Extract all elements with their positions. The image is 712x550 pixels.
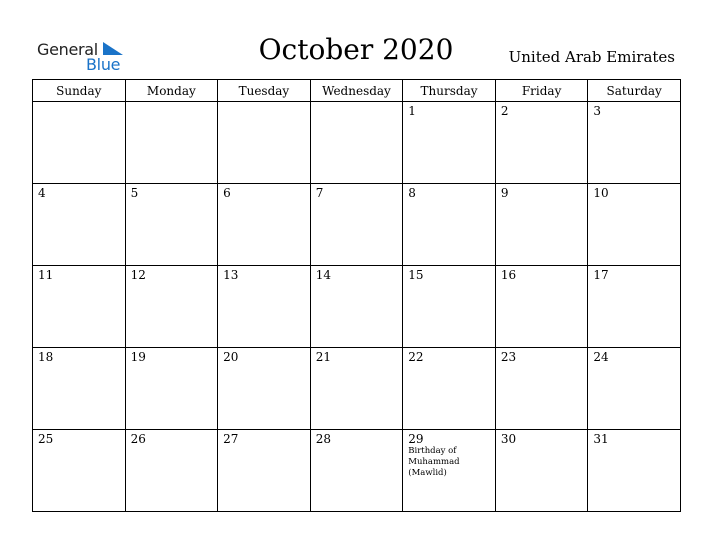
day-cell	[588, 102, 681, 184]
day-cell	[588, 184, 681, 266]
day-number: 3	[593, 104, 602, 118]
week-row	[33, 102, 681, 184]
day-number: 2	[500, 104, 509, 118]
day-number: 14	[315, 268, 331, 282]
day-number: 4	[38, 186, 46, 200]
day-cell	[310, 430, 403, 512]
day-number: 30	[500, 432, 517, 446]
day-number: 7	[315, 186, 324, 200]
day-cell	[218, 266, 311, 348]
day-number: 28	[315, 432, 331, 446]
day-cell	[33, 266, 126, 348]
day-number: 21	[315, 350, 331, 364]
day-number: 6	[223, 186, 231, 200]
page-title: October 2020	[258, 33, 454, 66]
weekday-header: Friday	[495, 80, 588, 102]
day-number: 8	[408, 186, 416, 200]
weekday-header: Sunday	[33, 80, 126, 102]
day-cell	[125, 348, 218, 430]
day-cell	[310, 102, 403, 184]
day-cell	[403, 102, 496, 184]
day-number: 16	[500, 268, 517, 282]
logo-text-general: General	[37, 40, 98, 59]
day-number: 31	[593, 432, 609, 446]
day-number: 5	[130, 186, 139, 200]
day-number: 25	[38, 432, 54, 446]
week-row	[33, 430, 681, 512]
day-cell	[218, 184, 311, 266]
day-number: 17	[593, 268, 609, 282]
day-cell	[588, 348, 681, 430]
day-number: 19	[130, 350, 146, 364]
day-cell	[218, 430, 311, 512]
day-cell	[403, 266, 496, 348]
day-number: 22	[408, 350, 424, 364]
day-number: 26	[130, 432, 146, 446]
weekday-header: Thursday	[403, 80, 496, 102]
week-row	[33, 184, 681, 266]
day-number: 27	[223, 432, 239, 446]
day-number: 23	[500, 350, 517, 364]
calendar-grid	[32, 79, 681, 512]
day-number: 10	[593, 186, 609, 200]
day-number: 9	[500, 186, 509, 200]
week-row	[33, 266, 681, 348]
logo-text-blue: Blue	[86, 55, 121, 74]
weekday-header: Tuesday	[218, 80, 311, 102]
day-cell	[403, 348, 496, 430]
day-cell	[495, 102, 588, 184]
week-row	[33, 348, 681, 430]
weekday-header: Monday	[125, 80, 218, 102]
day-cell	[495, 266, 588, 348]
day-number: 1	[408, 104, 416, 118]
day-cell	[495, 430, 588, 512]
day-number: 29	[408, 432, 424, 446]
day-cell	[495, 348, 588, 430]
day-cell	[33, 102, 126, 184]
day-number: 18	[38, 350, 54, 364]
day-cell	[588, 430, 681, 512]
day-number: 24	[593, 350, 609, 364]
day-cell	[125, 430, 218, 512]
holiday-event: Birthday of Muhammad (Mawlid)	[408, 446, 460, 478]
day-cell	[218, 348, 311, 430]
day-cell	[310, 266, 403, 348]
day-number: 15	[408, 268, 424, 282]
day-cell	[125, 266, 218, 348]
day-cell	[33, 348, 126, 430]
day-number: 13	[223, 268, 239, 282]
country-label: United Arab Emirates	[508, 48, 675, 66]
day-cell	[310, 348, 403, 430]
day-cell	[588, 266, 681, 348]
weekday-header: Saturday	[588, 80, 681, 102]
day-cell	[310, 184, 403, 266]
day-cell	[33, 430, 126, 512]
day-cell	[125, 102, 218, 184]
day-cell	[403, 184, 496, 266]
weekday-header-row	[33, 80, 681, 102]
day-cell	[495, 184, 588, 266]
day-number: 20	[223, 350, 239, 364]
weekday-header: Wednesday	[310, 80, 403, 102]
day-number: 11	[38, 268, 54, 282]
day-cell	[33, 184, 126, 266]
day-cell	[125, 184, 218, 266]
day-cell	[403, 430, 496, 512]
day-number: 12	[130, 268, 146, 282]
day-cell	[218, 102, 311, 184]
